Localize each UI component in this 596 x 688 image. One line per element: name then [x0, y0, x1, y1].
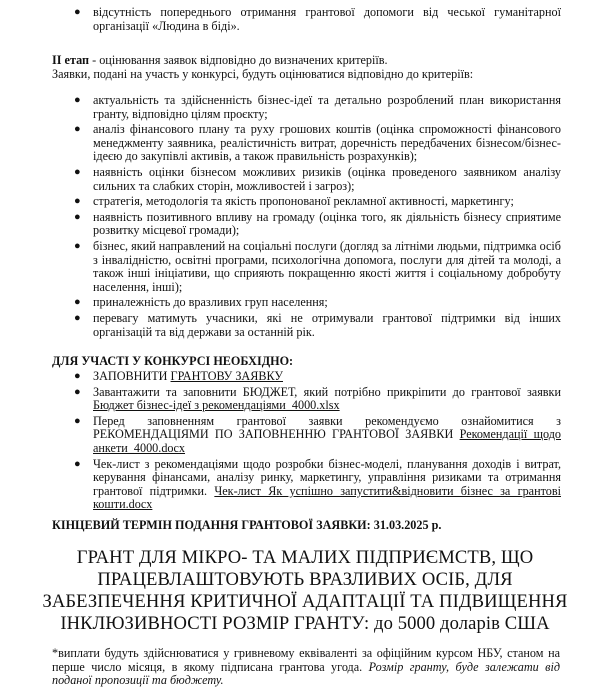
- criteria-text: наявність позитивного впливу на громаду (оцінка того, як діяльність бізнесу сприятиме розвитку місцевої громади);: [93, 209, 561, 238]
- required-list: [0, 370, 596, 512]
- required-item1-prefix: ЗАПОВНИТИ: [93, 369, 171, 383]
- criteria-text: перевагу матимуть учасники, які не отримували грантової підтримки від інших організацій та від держави за останній рік.: [93, 310, 561, 339]
- required-item-text: [93, 386, 561, 413]
- deadline-text: КІНЦЕВИЙ ТЕРМІН ПОДАННЯ ГРАНТОВОЇ ЗАЯВКИ: 31.03.2025 р.: [52, 518, 442, 532]
- list-item: [0, 312, 596, 339]
- stage2-paragraph: [52, 54, 562, 81]
- list-item: [0, 296, 596, 310]
- list-item: [0, 123, 596, 164]
- required-item-text: [93, 458, 561, 512]
- required-heading: ДЛЯ УЧАСТІ У КОНКУРСІ НЕОБХІДНО:: [52, 354, 294, 368]
- list-item: [0, 94, 596, 121]
- checklist-file-link[interactable]: Чек-лист Як успішно запустити&відновити бізнес за грантові кошти.docx: [93, 483, 561, 512]
- budget-file-link[interactable]: Бюджет бізнес-ідеї з рекомендаціями_4000.xlsx: [93, 398, 340, 413]
- criteria-text: наявність оцінки бізнесом можливих ризиків (оцінка проведеного заявником аналізу сильних та слабких сторін, можливостей і загроз);: [93, 164, 561, 193]
- list-item: [0, 370, 596, 384]
- bullet-icon: ●: [74, 210, 81, 223]
- list-item: [0, 195, 596, 209]
- grant-title-line: ПРАЦЕВЛАШТОВУЮТЬ ВРАЗЛИВИХ ОСІБ, ДЛЯ: [97, 569, 513, 590]
- grant-title-line: ЗАБЕЗПЕЧЕННЯ КРИТИЧНОЇ АДАПТАЦІЇ ТА ПІДВИЩЕННЯ: [42, 591, 568, 612]
- bullet-icon: ●: [74, 123, 81, 136]
- stage2-text: - оцінювання заявок відповідно до визначених критеріїв.: [89, 53, 388, 67]
- grant-title-line: ГРАНТ ДЛЯ МІКРО- ТА МАЛИХ ПІДПРИЄМСТВ, ЩО: [76, 547, 534, 568]
- bullet-icon: ●: [74, 6, 81, 18]
- bullet-icon: ●: [74, 195, 81, 208]
- stage2-intro: Заявки, подані на участь у конкурсі, будуть оцінюватися відповідно до критеріїв:: [52, 66, 474, 81]
- footnote-text: *виплати будуть здійснюватися у гривневому еквіваленті за офіційним курсом НБУ, станом на перше число місяця, в якому підписана грантова угода.: [52, 646, 560, 674]
- footnote: [52, 647, 560, 688]
- bullet-icon: ●: [74, 457, 81, 470]
- required-item4-text: Чек-лист з рекомендаціями щодо розробки бізнес-моделі, планування доходів і витрат, керування фінансами, аналізу ринку, маркетингу, управління ризиками та отримання грантової підтримки.: [93, 456, 561, 498]
- bullet-icon: ●: [74, 94, 81, 106]
- bullet-icon: ●: [74, 296, 81, 309]
- list-item: [0, 166, 596, 193]
- bullet-icon: ●: [74, 239, 81, 252]
- criteria-text: стратегія, методологія та якість пропонованої рекламної активності, маркетингу;: [93, 194, 514, 209]
- list-item: [0, 415, 596, 456]
- required-item-text: [93, 415, 561, 456]
- stage2-label: ІІ етап: [52, 53, 90, 67]
- bullet-icon: ●: [74, 385, 81, 398]
- grant-application-link[interactable]: ГРАНТОВУ ЗАЯВКУ: [170, 369, 283, 383]
- criteria-text: аналіз фінансового плану та руху грошових коштів (оцінка спроможності фінансового менеджменту заявника, реалістичність витрат, доречність передбачених бізнесом/бізнес-ідеєю до закупівлі активів, а також правильність розрахунків);: [93, 122, 561, 164]
- eligibility-bullet-list: [0, 6, 596, 33]
- list-item: [0, 458, 596, 512]
- bullet-icon: ●: [74, 414, 81, 427]
- grant-title-line: ІНКЛЮЗИВНОСТІ РОЗМІР ГРАНТУ: до 5000 доларів США: [60, 613, 550, 634]
- criteria-text: актуальність та здійсненність бізнес-ідеї та детально розроблений план використання гранту, відповідно цілям проєкту;: [93, 93, 561, 121]
- required-item3-text: Перед заповненням грантової заявки рекомендуємо ознайомитися з РЕКОМЕНДАЦІЯМИ ПО ЗАПОВНЕННЮ ГРАНТОВОЇ ЗАЯВКИ: [93, 413, 561, 442]
- criteria-text: приналежність до вразливих груп населення;: [93, 295, 328, 310]
- required-item2-text: Завантажити та заповнити БЮДЖЕТ, який потрібно прикріпити до грантової заявки: [93, 384, 561, 399]
- grant-title: [40, 547, 570, 635]
- list-item: [0, 240, 596, 294]
- recommendations-file-link[interactable]: Рекомендації щодо анкети_4000.docx: [93, 427, 561, 455]
- footnote-italic: Розмір гранту, буде залежати від поданої пропозиції та бюджету.: [52, 659, 561, 688]
- required-item-text: [93, 370, 561, 384]
- bullet-icon: ●: [74, 370, 81, 382]
- criteria-text: бізнес, який направлений на соціальні послуги (догляд за літніми людьми, підтримка осіб з інвалідністю, освітні програми, психологічна допомога, послуги для дітей та молоді, а також інші ініціативи, що сприяють покращенню якості життя і соціальному добробуту населення, інші);: [93, 238, 561, 294]
- list-item: [0, 386, 596, 413]
- list-item: [0, 211, 596, 238]
- list-item: відсутність попереднього отримання грантової допомоги від чеської гуманітарної організації «Людина в біді».: [93, 5, 561, 33]
- bullet-icon: ●: [74, 311, 81, 324]
- bullet-icon: ●: [74, 165, 81, 178]
- criteria-list: [0, 94, 596, 339]
